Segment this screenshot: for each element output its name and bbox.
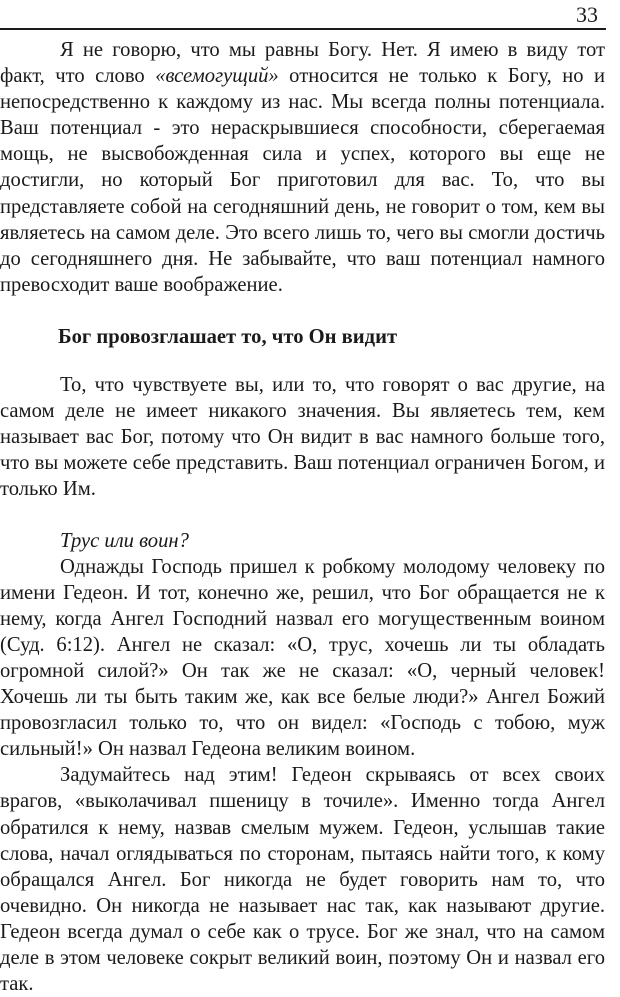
paragraph-4: Задумайтесь над этим! Гедеон скрываясь от всех своих врагов, «выколачивал пшеницу в точиле». Именно тогда Ангел обратился к нему, назвав смелым мужем. Гедеон, услышав такие слова, начал оглядываться по сторонам, пытаясь найти того, к кому обращался Ангел. Бог никогда не будет говорить нам то, что очевидно. Он никогда не называет нас так, как называют другие. Гедеон всегда думал о себе как о трусе. Бог же знал, что на самом деле в этом человеке сокрыт великий воин, поэтому Он и назвал его так. — [0, 764, 605, 996]
paragraph-3: Однажды Господь пришел к робкому молодому человеку по имени Гедеон. И тот, конечно же, решил, что Бог обращается не к нему, когда Ангел Господний назвал его могущественным воином (Суд. 6:12). Ангел не сказал: «О, трус, хочешь ли ты обладать огромной силой?» Он так же не сказал: «О, черный человек! Хочешь ли ты быть таким же, как все белые люди?» Ангел Божий провозгласил только то, что он видел: «Господь с тобою, муж сильный!» Он назвал Гедеона великим воином. — [0, 555, 605, 761]
spacer — [0, 298, 605, 324]
paragraph-1-start: Я не говорю, что мы равны Богу. Нет. Я имею в виду тот факт, что слово — [0, 39, 605, 88]
page-body — [0, 37, 605, 997]
subheading: Трус или воин? — [60, 529, 189, 552]
paragraph-2: То, что чувствуете вы, или то, что говорят о вас другие, на самом деле не имеет никакого значения. Вы являетесь тем, кем называет вас Бог, потому что Он видит в вас намного больше того, что вы можете себе представить. Ваш потенциал ограничен Богом, и только Им. — [0, 374, 605, 501]
spacer — [0, 503, 605, 528]
header-rule — [0, 28, 606, 30]
paragraph-1-quote: «всемогущий» — [155, 65, 279, 88]
section-heading: Бог провозглашает то, что Он видит — [58, 325, 398, 348]
paragraph-1 — [0, 37, 605, 298]
paragraph-1-end: относится не только к Богу, но и непосредственно к каждому из нас. Мы всегда полны потенциала. Ваш потенциал - это нераскрывшиеся способности, сберегаемая мощь, не высвобожденная сила и успех, которого вы еще не достигли, но который Бог приготовил для вас. То, что вы представляете собой на сегодняшний день, не говорит о том, кем вы являетесь на самом деле. Это всего лишь то, чего вы смогли достичь до сегодняшнего дня. Не забывайте, что ваш потенциал намного превосходит ваше воображение. — [0, 65, 605, 296]
spacer — [0, 350, 605, 372]
page-number: 33 — [576, 2, 598, 27]
